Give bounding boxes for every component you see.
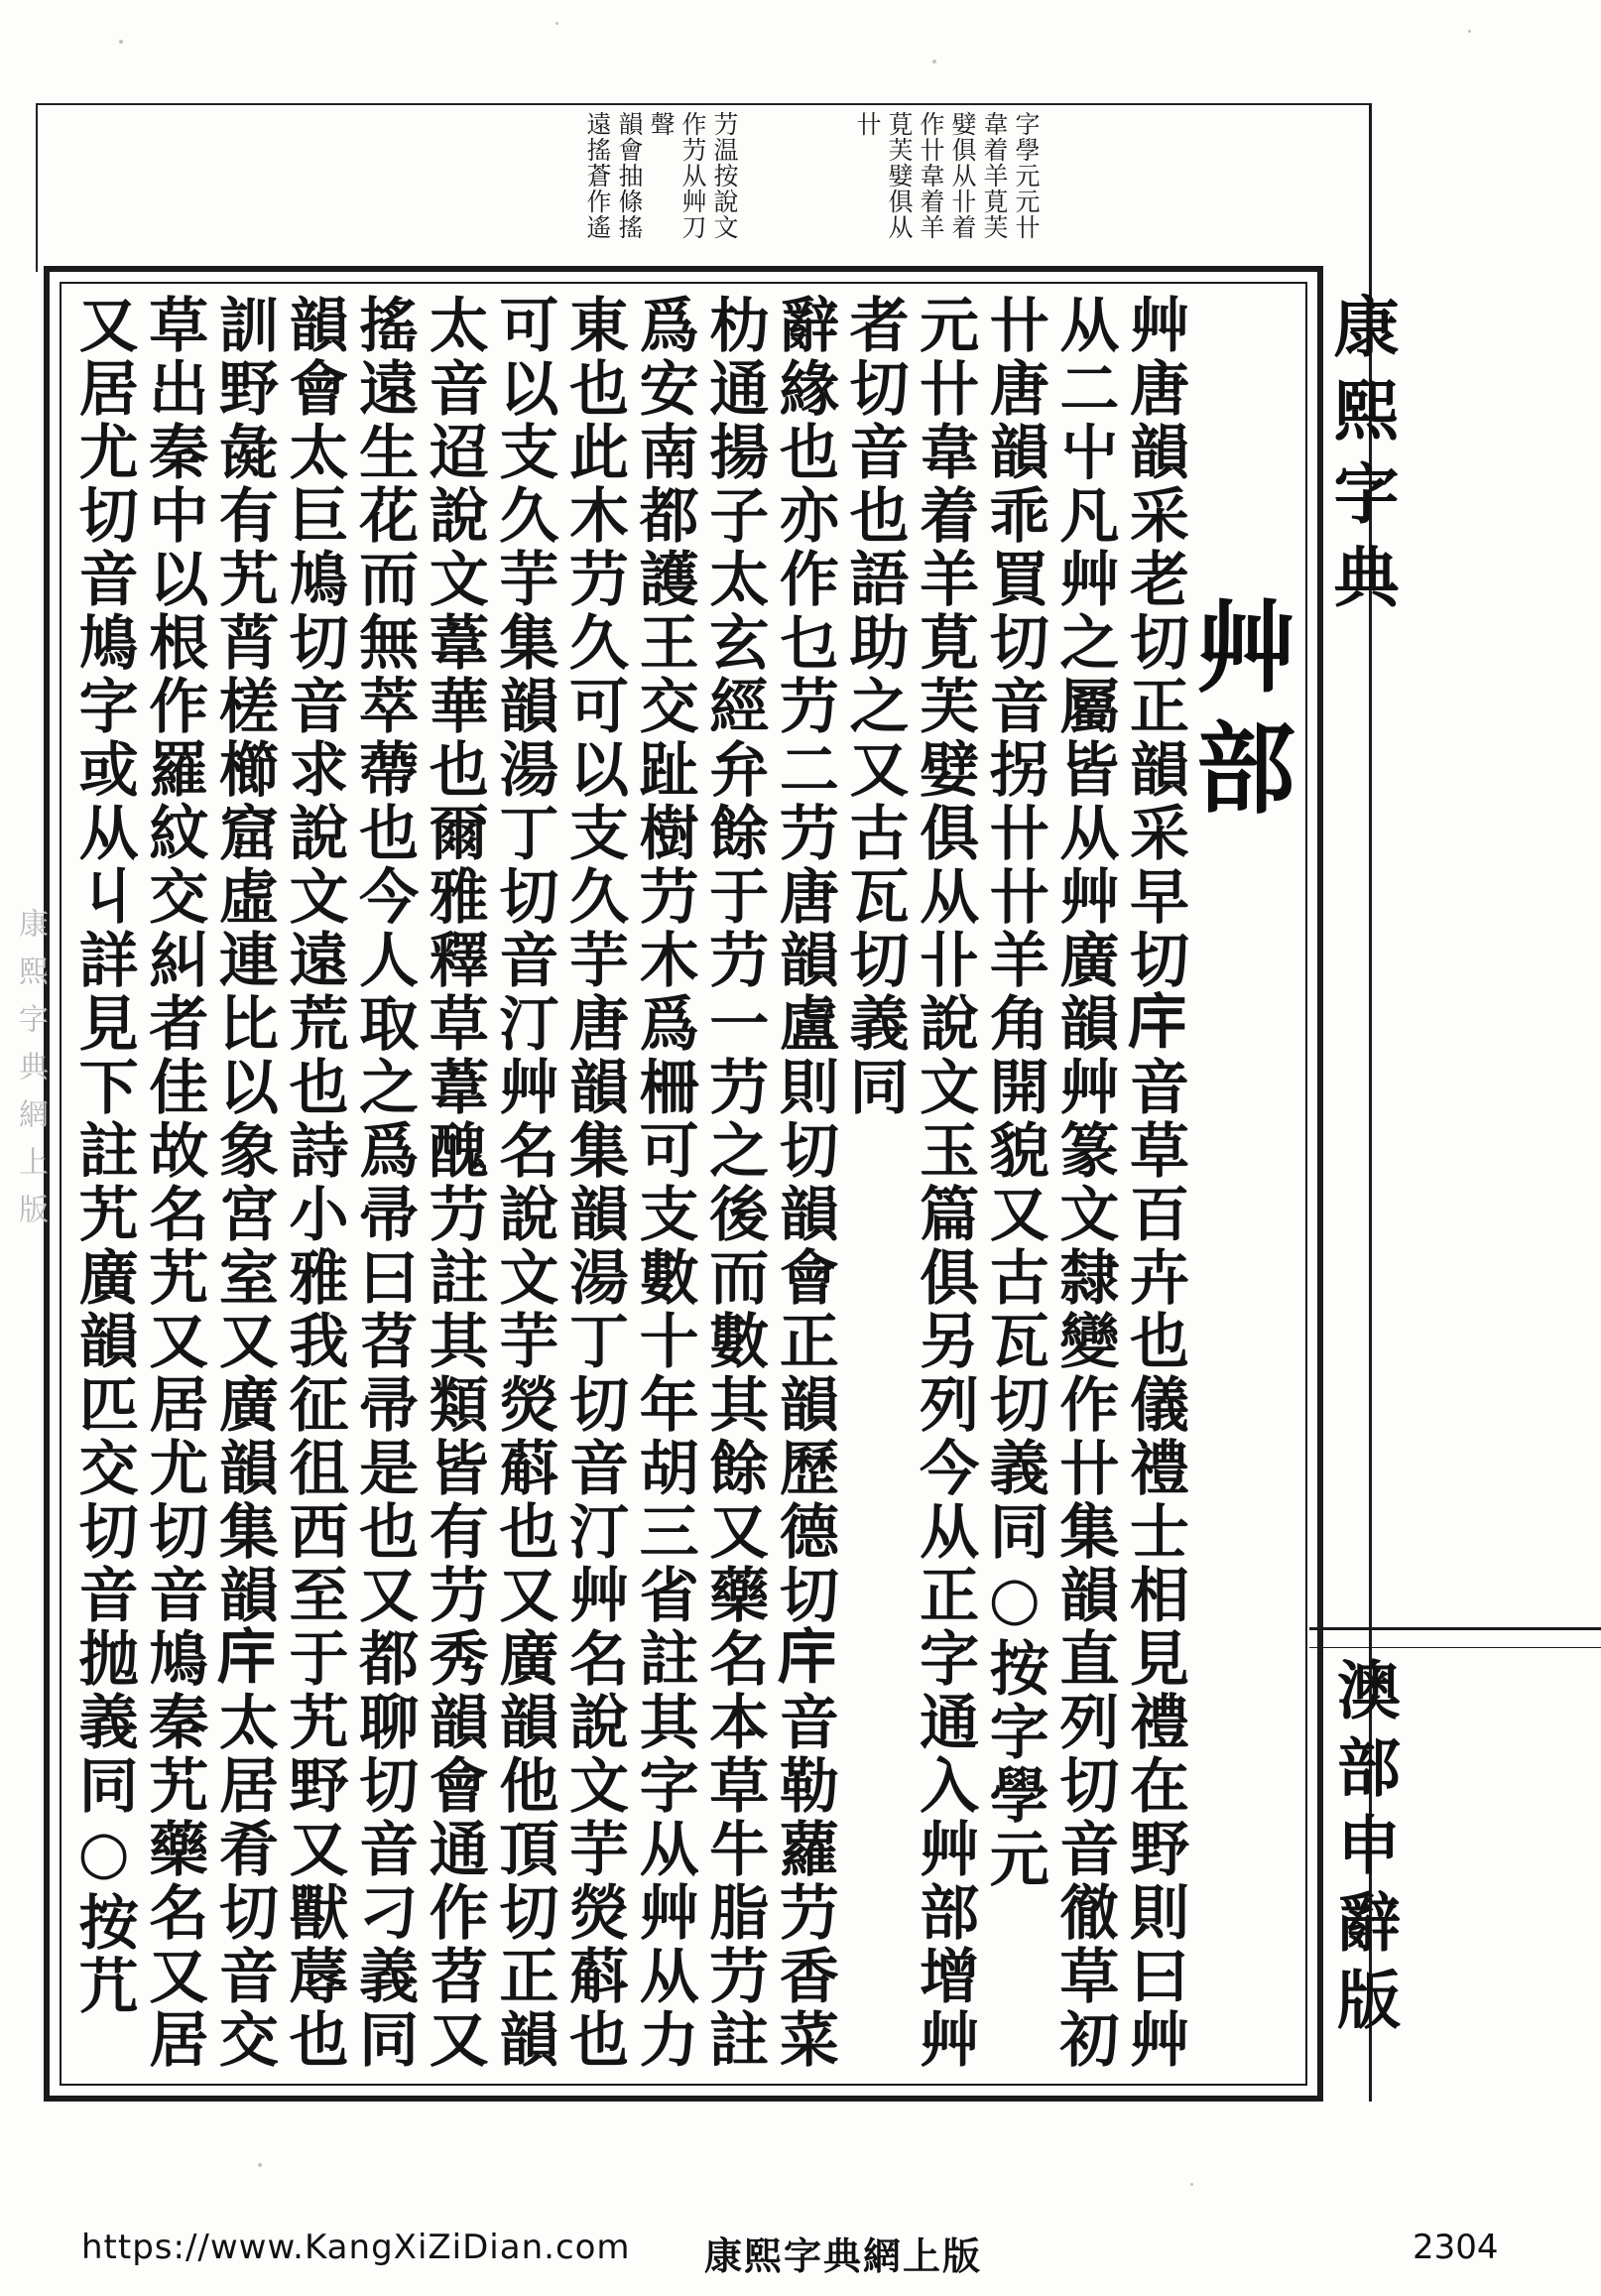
text-column: 爲安南都護王交趾樹芀木爲柵可支數十年胡三省註其字从艸从力 bbox=[630, 294, 699, 2072]
upper-note: 遠搖蒼作遙 bbox=[583, 111, 612, 240]
running-head-section: 澳部申辭版 bbox=[1326, 1657, 1401, 2044]
upper-note: 芀温按說文 bbox=[710, 111, 739, 240]
scan-speck bbox=[1468, 30, 1471, 33]
footer-book-title: 康熙字典網上版 bbox=[704, 2233, 983, 2278]
upper-note: 嬖俱从卝着 bbox=[948, 111, 977, 240]
upper-note: 莧芙嬖俱从 bbox=[885, 111, 914, 240]
scan-speck bbox=[1190, 2183, 1193, 2186]
scan-speck bbox=[555, 22, 558, 25]
upper-note: 聲 bbox=[647, 111, 676, 137]
footer-page-number: 2304 bbox=[1413, 2228, 1499, 2267]
running-head-title: 康熙字典 bbox=[1322, 293, 1400, 626]
upper-note: 卄 bbox=[853, 111, 882, 137]
text-column: 太音迢說文葦華也爾雅釋草葦醜芀註其類皆有芀秀韻會通作苕又 bbox=[420, 294, 489, 2072]
text-column: 可以支久芋集韻湯丁切音汀艸名說文芋熒蔛也又廣韻他頂切正韻 bbox=[489, 294, 559, 2072]
left-top-rule bbox=[36, 103, 38, 272]
text-column: 者切音也語助之又古瓦切義同 bbox=[839, 294, 910, 1119]
text-column: 搖遠生花而無萃蔕也今人取之爲帚曰苕帚是也又都聊切音刁義同 bbox=[349, 294, 420, 2072]
radical-heading: 艸部 bbox=[1179, 595, 1296, 837]
scan-speck bbox=[119, 40, 123, 44]
band-divider-thin bbox=[1309, 1647, 1601, 1648]
scan-speck bbox=[258, 2163, 262, 2167]
text-column: 艸唐韻采老切正韻采早切𢇛音草百卉也儀禮士相見禮在野則曰艸 bbox=[1120, 294, 1189, 2072]
text-column: 从二屮凡艸之屬皆从艸廣韻艸篆文隸變作卄集韻直列切音徹草初 bbox=[1049, 294, 1120, 2072]
upper-note: 韋着羊莧芙 bbox=[980, 111, 1009, 240]
text-column: 又居尤切音鳩字或从丩詳見下註艽廣韻匹交切音抛義同○按芁 bbox=[69, 294, 139, 2018]
upper-note: 字學元元卄 bbox=[1012, 111, 1041, 240]
text-column: 訓野彘有艽莦槎櫛窟虛連比以象宮室又廣韻集韻𢇛太居肴切音交 bbox=[209, 294, 279, 2072]
scan-speck bbox=[932, 60, 936, 64]
text-column: 草出秦中以根作羅紋交糾者佳故名艽又居尤切音鳩秦艽藥名又居 bbox=[139, 294, 209, 2072]
upper-note: 作卄韋着羊 bbox=[917, 111, 945, 240]
text-column: 元卄韋着羊莧芙嬖俱从卝說文玉篇俱另列今从正字通入艸部增艸 bbox=[910, 294, 980, 2072]
text-column: 卄唐韻乖買切音拐卄卄羊角開貌又古瓦切義同○按字學元 bbox=[980, 294, 1049, 1891]
footer-url-link[interactable]: https://www.KangXiZiDian.com bbox=[81, 2228, 631, 2267]
body-columns bbox=[69, 294, 1190, 2080]
band-divider bbox=[1309, 1627, 1601, 1630]
side-watermark: 康熙字典網上版 bbox=[13, 908, 48, 1241]
text-column: 東也此木芀久可以支久芋唐韻集韻湯丁切音汀艸名說文芋熒蔛也 bbox=[559, 294, 629, 2072]
text-column: 韻會太巨鳩切音求說文遠荒也詩小雅我征徂西至于艽野又獸蓐也 bbox=[279, 294, 349, 2072]
text-column: 辭緣也亦作乜芀二芀唐韻盧則切韻會正韻歷德切𢇛音勒蘿芀香菜 bbox=[770, 294, 839, 2072]
upper-note: 作芀从艸刀 bbox=[678, 111, 707, 240]
text-column: 朸通揚子太玄經弁餘于芀一芀之後而數其餘又藥名本草牛脂芀註 bbox=[699, 294, 770, 2072]
top-rule bbox=[36, 103, 1370, 105]
upper-note: 韻會抽條搖 bbox=[615, 111, 644, 240]
